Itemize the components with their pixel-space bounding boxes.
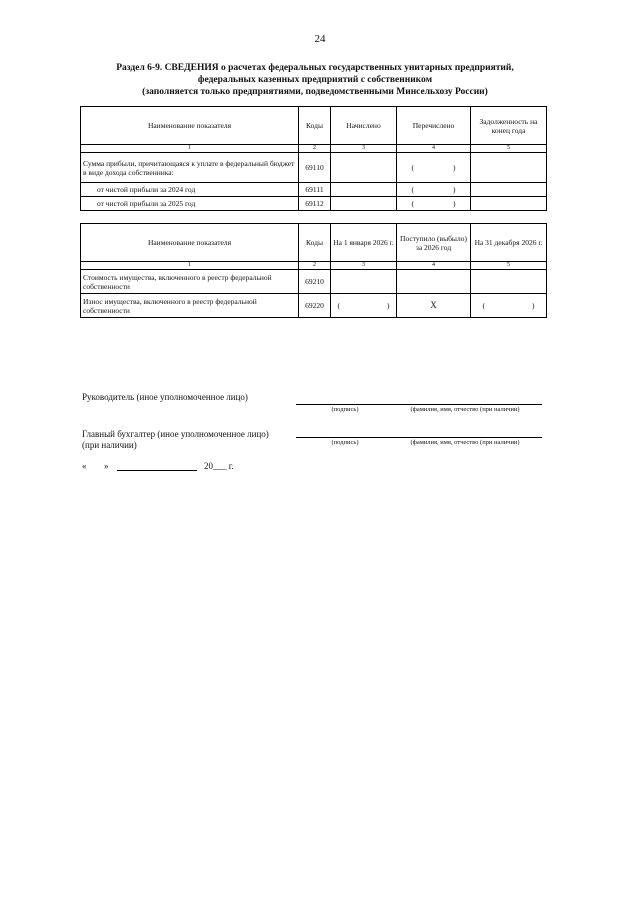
title-line-2: федеральных казенных предприятий с собственником [197, 75, 433, 85]
transferred-cell[interactable] [397, 183, 471, 197]
row-name: от чистой прибыли за 2024 год [81, 183, 299, 197]
table-row [81, 153, 547, 183]
jan-1-cell[interactable] [331, 294, 397, 318]
header-name: Наименование показателя [81, 224, 299, 262]
accrued-cell[interactable] [331, 183, 397, 197]
dec-31-cell[interactable] [471, 270, 547, 294]
col-number: 3 [331, 145, 397, 153]
open-paren: ( [411, 199, 414, 208]
open-paren: ( [411, 185, 414, 194]
header-code: Коды [299, 224, 331, 262]
row-name: Износ имущества, включенного в реестр федеральной собственности [81, 294, 299, 318]
debt-cell[interactable] [471, 197, 547, 211]
table-row [81, 197, 547, 211]
row-name: Стоимость имущества, включенного в реестр федеральной собственности [81, 270, 299, 294]
close-paren: ) [453, 199, 456, 208]
col-number: 3 [331, 262, 397, 270]
close-paren: ) [453, 163, 456, 172]
transferred-cell[interactable] [397, 197, 471, 211]
column-numbers-row [81, 262, 547, 270]
property-table [80, 223, 547, 318]
dec-31-cell[interactable] [471, 294, 547, 318]
row-code: 69110 [299, 153, 331, 183]
accrued-cell[interactable] [331, 197, 397, 211]
debt-cell[interactable] [471, 153, 547, 183]
column-numbers-row [81, 145, 547, 153]
transferred-cell[interactable] [397, 153, 471, 183]
x-mark: X [397, 294, 471, 318]
col-number: 4 [397, 145, 471, 153]
table-row [81, 270, 547, 294]
row-name: от чистой прибыли за 2025 год [81, 197, 299, 211]
head-label: Руководитель (иное уполномоченное лицо) [82, 392, 248, 402]
row-code: 69210 [299, 270, 331, 294]
name-caption: (фамилия, имя, отчество (при наличии) [410, 439, 520, 446]
table-row [81, 294, 547, 318]
row-code: 69220 [299, 294, 331, 318]
date-open-quote: « [82, 461, 87, 471]
title-line-1: Раздел 6-9. СВЕДЕНИЯ о расчетах федеральных государственных унитарных предприятий, [116, 63, 514, 73]
col-number: 2 [299, 145, 331, 153]
col-number: 2 [299, 262, 331, 270]
row-code: 69111 [299, 183, 331, 197]
accountant-label: Главный бухгалтер (иное уполномоченное лицо) [82, 429, 269, 439]
close-paren: ) [453, 185, 456, 194]
close-paren: ) [387, 301, 390, 310]
col-number: 5 [471, 145, 547, 153]
open-paren: ( [482, 301, 485, 310]
col-number: 4 [397, 262, 471, 270]
header-name: Наименование показателя [81, 107, 299, 145]
accountant-label-note: (при наличии) [82, 440, 137, 450]
open-paren: ( [411, 163, 414, 172]
close-paren: ) [532, 301, 535, 310]
header-movement: Поступило (выбыло) за 2026 год [397, 224, 471, 262]
section-title [80, 62, 550, 98]
table-row [81, 183, 547, 197]
date-year: 20___ г. [204, 461, 234, 471]
profit-table [80, 106, 547, 211]
jan-1-cell[interactable] [331, 270, 397, 294]
col-number: 1 [81, 145, 299, 153]
signature-caption: (подпись) [331, 406, 359, 413]
row-name: Сумма прибыли, причитающаяся к уплате в федеральный бюджет в виде дохода собственника: [81, 153, 299, 183]
row-code: 69112 [299, 197, 331, 211]
date-close-quote: » [104, 461, 109, 471]
header-jan-1: На 1 января 2026 г. [331, 224, 397, 262]
header-code: Коды [299, 107, 331, 145]
page-number: 24 [314, 33, 326, 45]
header-accrued: Начислено [331, 107, 397, 145]
signature-caption: (подпись) [331, 439, 359, 446]
col-number: 5 [471, 262, 547, 270]
col-number: 1 [81, 262, 299, 270]
head-signature-line[interactable] [296, 404, 542, 405]
name-caption: (фамилия, имя, отчество (при наличии) [410, 406, 520, 413]
accountant-signature-line[interactable] [296, 437, 542, 438]
accrued-cell[interactable] [331, 153, 397, 183]
header-dec-31: На 31 декабря 2026 г. [471, 224, 547, 262]
movement-cell[interactable] [397, 270, 471, 294]
date-month-line[interactable] [117, 470, 197, 471]
header-debt: Задолженность на конец года [471, 107, 547, 145]
header-transferred: Перечислено [397, 107, 471, 145]
open-paren: ( [337, 301, 340, 310]
title-line-3: (заполняется только предприятиями, подведомственными Минсельхозу России) [142, 87, 488, 97]
debt-cell[interactable] [471, 183, 547, 197]
